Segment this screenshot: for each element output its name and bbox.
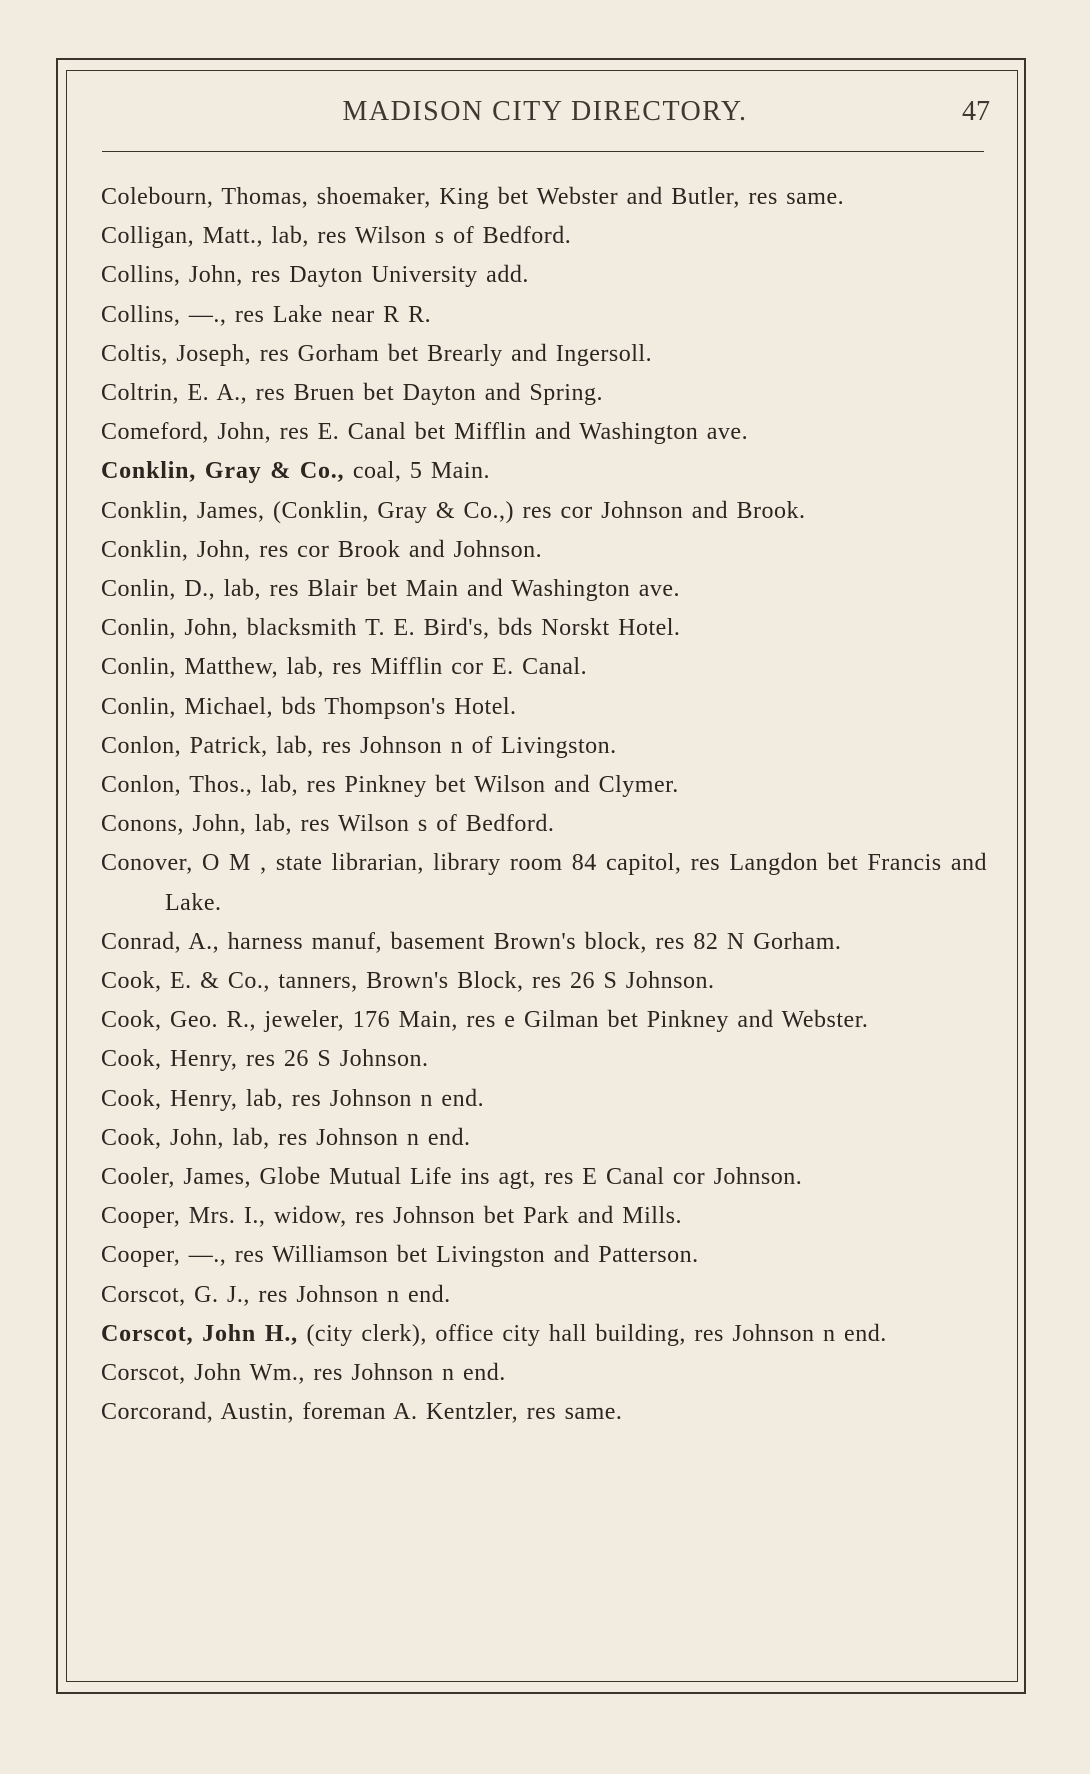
entry-name: Cook, Henry, (101, 1046, 238, 1073)
entry-details: Globe Mutual Life ins agt, res E Canal cor Johnson. (251, 1164, 803, 1191)
page-number: 47 (962, 96, 990, 127)
entry-name: Conons, John, (101, 811, 247, 838)
directory-entry (101, 1236, 987, 1275)
entry-details: coal, 5 Main. (344, 458, 490, 485)
entry-name: Conlin, D., (101, 576, 216, 603)
entry-details: harness manuf, basement Brown's block, res 82 N Gorham. (219, 928, 842, 955)
directory-entry (101, 1119, 987, 1158)
entry-details: lab, res Johnson n end. (223, 1124, 471, 1151)
entry-name: Cooler, James, (101, 1164, 252, 1191)
entry-name: Corcorand, Austin, (101, 1399, 294, 1426)
entry-name: Cook, E. & Co., (101, 968, 270, 995)
entry-details: res Williamson bet Livingston and Patterson. (226, 1242, 699, 1269)
entry-details: res Johnson n end. (249, 1281, 451, 1308)
directory-entry (101, 374, 987, 413)
directory-entry (101, 452, 987, 491)
entry-name: Conlon, Patrick, (101, 732, 268, 759)
directory-entry (101, 1354, 987, 1393)
running-header (100, 96, 990, 140)
directory-entry (101, 296, 987, 335)
entry-name: Conlin, Matthew, (101, 654, 279, 681)
entry-name: Cook, Henry, (101, 1085, 238, 1112)
page-title: MADISON CITY DIRECTORY. (342, 96, 748, 127)
entry-details: state librarian, library room 84 capitol, res Langdon bet Francis and Lake. (165, 850, 987, 916)
directory-entry (101, 648, 987, 687)
entry-name: Collins, John, (101, 262, 243, 289)
entry-name: Conklin, Gray & Co., (101, 458, 345, 485)
entry-name: Cook, John, (101, 1124, 224, 1151)
directory-entry (101, 1315, 987, 1354)
directory-entry (101, 1276, 987, 1315)
entry-details: lab, res Johnson n of Livingston. (267, 732, 617, 759)
entry-name: Conlon, Thos., (101, 772, 253, 799)
directory-entry (101, 805, 987, 844)
header-rule (102, 151, 984, 152)
entry-details: lab, res Johnson n end. (237, 1085, 485, 1112)
directory-entries-list (101, 178, 987, 1433)
entry-name: Corscot, G. J., (101, 1281, 250, 1308)
directory-entry (101, 766, 987, 805)
entry-details: res Dayton University add. (242, 262, 529, 289)
entry-name: Conlin, Michael, (101, 693, 273, 720)
entry-details: res 26 S Johnson. (237, 1046, 429, 1073)
entry-name: Conlin, John, (101, 615, 239, 642)
entry-name: Corscot, John H., (101, 1320, 298, 1347)
entry-name: Conklin, John, (101, 536, 251, 563)
entry-name: Conover, O M , (101, 850, 267, 877)
entry-name: Cooper, Mrs. I., (101, 1203, 266, 1230)
entry-name: Colligan, Matt., (101, 223, 263, 250)
entry-name: Cook, Geo. R., (101, 1007, 256, 1034)
directory-entry (101, 1158, 987, 1197)
directory-entry (101, 1001, 987, 1040)
entry-name: Coltrin, E. A., (101, 380, 248, 407)
directory-entry (101, 531, 987, 570)
entry-name: Coltis, Joseph, (101, 340, 252, 367)
directory-entry (101, 178, 987, 217)
directory-entry (101, 727, 987, 766)
entry-details: res Lake near R R. (226, 301, 432, 328)
directory-entry (101, 492, 987, 531)
entry-details: shoemaker, King bet Webster and Butler, res same. (308, 184, 845, 210)
entry-details: bds Thompson's Hotel. (272, 693, 517, 720)
entry-details: (Conklin, Gray & Co.,) res cor Johnson and Brook. (264, 497, 806, 524)
entry-details: widow, res Johnson bet Park and Mills. (265, 1203, 682, 1230)
directory-entry (101, 217, 987, 256)
entry-details: foreman A. Kentzler, res same. (293, 1399, 623, 1426)
directory-entry (101, 413, 987, 452)
directory-entry (101, 570, 987, 609)
entry-name: Conrad, A., (101, 928, 220, 955)
directory-entry (101, 923, 987, 962)
entry-name: Cooper, —., (101, 1242, 227, 1269)
directory-entry (101, 335, 987, 374)
entry-name: Collins, —., (101, 301, 227, 328)
entry-details: res cor Brook and Johnson. (250, 536, 543, 563)
entry-details: res Gorham bet Brearly and Ingersoll. (251, 340, 653, 367)
entry-details: res Johnson n end. (304, 1360, 506, 1387)
directory-entry (101, 256, 987, 295)
entry-name: Colebourn, Thomas, (101, 184, 309, 210)
entry-name: Conklin, James, (101, 497, 265, 524)
directory-entry (101, 1393, 987, 1432)
entry-details: res E. Canal bet Mifflin and Washington ave. (271, 419, 749, 446)
entry-details: lab, res Pinkney bet Wilson and Clymer. (252, 772, 679, 799)
entry-details: lab, res Wilson s of Bedford. (263, 223, 572, 250)
entry-details: blacksmith T. E. Bird's, bds Norskt Hotel. (238, 615, 681, 642)
directory-entry (101, 844, 987, 922)
entry-name: Corscot, John Wm., (101, 1360, 305, 1387)
directory-entry (101, 1197, 987, 1236)
entry-name: Comeford, John, (101, 419, 272, 446)
entry-details: lab, res Wilson s of Bedford. (246, 811, 555, 838)
directory-entry (101, 1080, 987, 1119)
directory-entry (101, 1040, 987, 1079)
directory-entry (101, 688, 987, 727)
entry-details: tanners, Brown's Block, res 26 S Johnson. (269, 968, 715, 995)
directory-entry (101, 962, 987, 1001)
entry-details: jeweler, 176 Main, res e Gilman bet Pinkney and Webster. (256, 1007, 869, 1034)
entry-details: lab, res Mifflin cor E. Canal. (278, 654, 588, 681)
entry-details: (city clerk), office city hall building, res Johnson n end. (297, 1320, 887, 1347)
entry-details: res Bruen bet Dayton and Spring. (247, 380, 603, 407)
entry-details: lab, res Blair bet Main and Washington ave. (215, 576, 681, 603)
directory-entry (101, 609, 987, 648)
